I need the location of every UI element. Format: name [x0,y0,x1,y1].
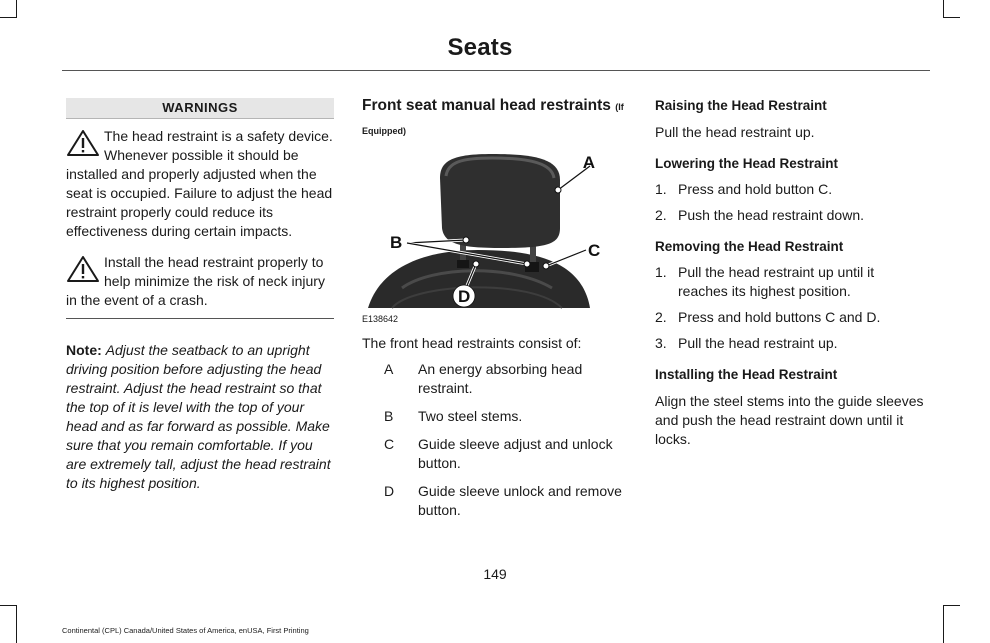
figure-label-d: D [458,287,471,306]
definition-row [384,435,628,473]
warning-item-2 [66,253,334,310]
installing-text: Align the steel stems into the guide sleeves and push the head restraint down until it locks. [655,393,924,447]
definition-value: Two steel stems. [418,408,523,424]
list-item [655,206,927,225]
list-item-number: 2. [655,309,667,325]
warning-item-1 [66,127,334,241]
page-number: 149 [483,566,507,582]
list-item-number: 2. [655,207,667,223]
note-paragraph [66,341,334,493]
header-divider [62,70,930,71]
definition-key: D [384,483,395,499]
note-label: Note: [66,342,102,358]
list-item-number: 1. [655,264,667,280]
crop-mark-top-right-h [943,17,960,18]
note-text: Adjust the seatback to an upright driving position before adjusting the head restraint. Adjust the head restraint so that the top of it is level with the top of your head and as far forward as possible. Make sure that you remain comfortable. If you are extremely tall, adjust the head restraint to its highest position. [66,342,331,491]
list-item-text: Pull the head restraint up. [678,335,838,351]
installing-heading: Installing the Head Restraint [655,367,838,382]
figure-code: E138642 [362,314,399,324]
crop-mark-bottom-left-h [0,605,17,606]
crop-mark-bottom-left [16,605,17,643]
definition-key: B [384,408,394,424]
lowering-heading: Lowering the Head Restraint [655,156,839,171]
definition-row [384,360,628,398]
procedures-column [655,96,927,449]
definition-value: Guide sleeve unlock and remove button. [418,483,622,518]
footer-text: Continental (CPL) Canada/United States of America, enUSA, First Printing [62,626,309,635]
list-item [655,180,927,199]
section-subtitle: Equipped) [362,126,406,136]
front-head-restraints-column [362,96,628,518]
raising-heading: Raising the Head Restraint [655,98,827,113]
warning-text: The head restraint is a safety device. Whenever possible it should be installed and properly adjusted when the seat is occupied. Failure to adjust the head restraint properly could reduce its effectiveness during certain impacts. [66,128,333,239]
consist-text: The front head restraints consist of: [362,335,582,351]
definition-value: An energy absorbing head restraint. [418,361,583,396]
figure-label-a: A [582,153,595,172]
crop-mark-top-right [943,0,944,18]
crop-mark-bottom-right [943,605,944,643]
crop-mark-top-left-h [0,17,17,18]
head-restraint-illustration [362,148,601,323]
definitions-list [384,360,628,529]
list-item [655,308,927,327]
list-item-number: 3. [655,335,667,351]
definition-key: A [384,361,394,377]
figure-label-b: B [390,233,403,252]
list-item-text: Press and hold buttons C and D. [678,309,881,325]
section-title-text: Front seat manual head restraints [362,97,611,114]
definition-row [384,482,628,520]
warning-text: Install the head restraint properly to help minimize the risk of neck injury in the event of a crash. [66,254,325,308]
section-title-suffix: (If [615,102,624,112]
page-title: Seats [447,34,513,61]
figure-label-c: C [588,241,601,260]
list-item-number: 1. [655,181,667,197]
warning-triangle-icon [66,129,100,157]
definition-row [384,407,628,426]
crop-mark-top-left [16,0,17,18]
raising-text: Pull the head restraint up. [655,124,815,140]
warning-triangle-icon [66,255,100,283]
crop-mark-bottom-right-h [943,605,960,606]
list-item [655,263,927,301]
list-item-text: Push the head restraint down. [678,207,865,223]
warnings-divider [66,318,334,319]
warnings-column [66,98,334,493]
list-item-text: Press and hold button C. [678,181,833,197]
removing-heading: Removing the Head Restraint [655,239,844,254]
definition-value: Guide sleeve adjust and unlock button. [418,436,613,471]
section-title [362,96,628,117]
warnings-heading: WARNINGS [66,98,334,119]
list-item-text: Pull the head restraint up until it reaches its highest position. [678,264,875,299]
list-item [655,334,927,353]
definition-key: C [384,436,395,452]
